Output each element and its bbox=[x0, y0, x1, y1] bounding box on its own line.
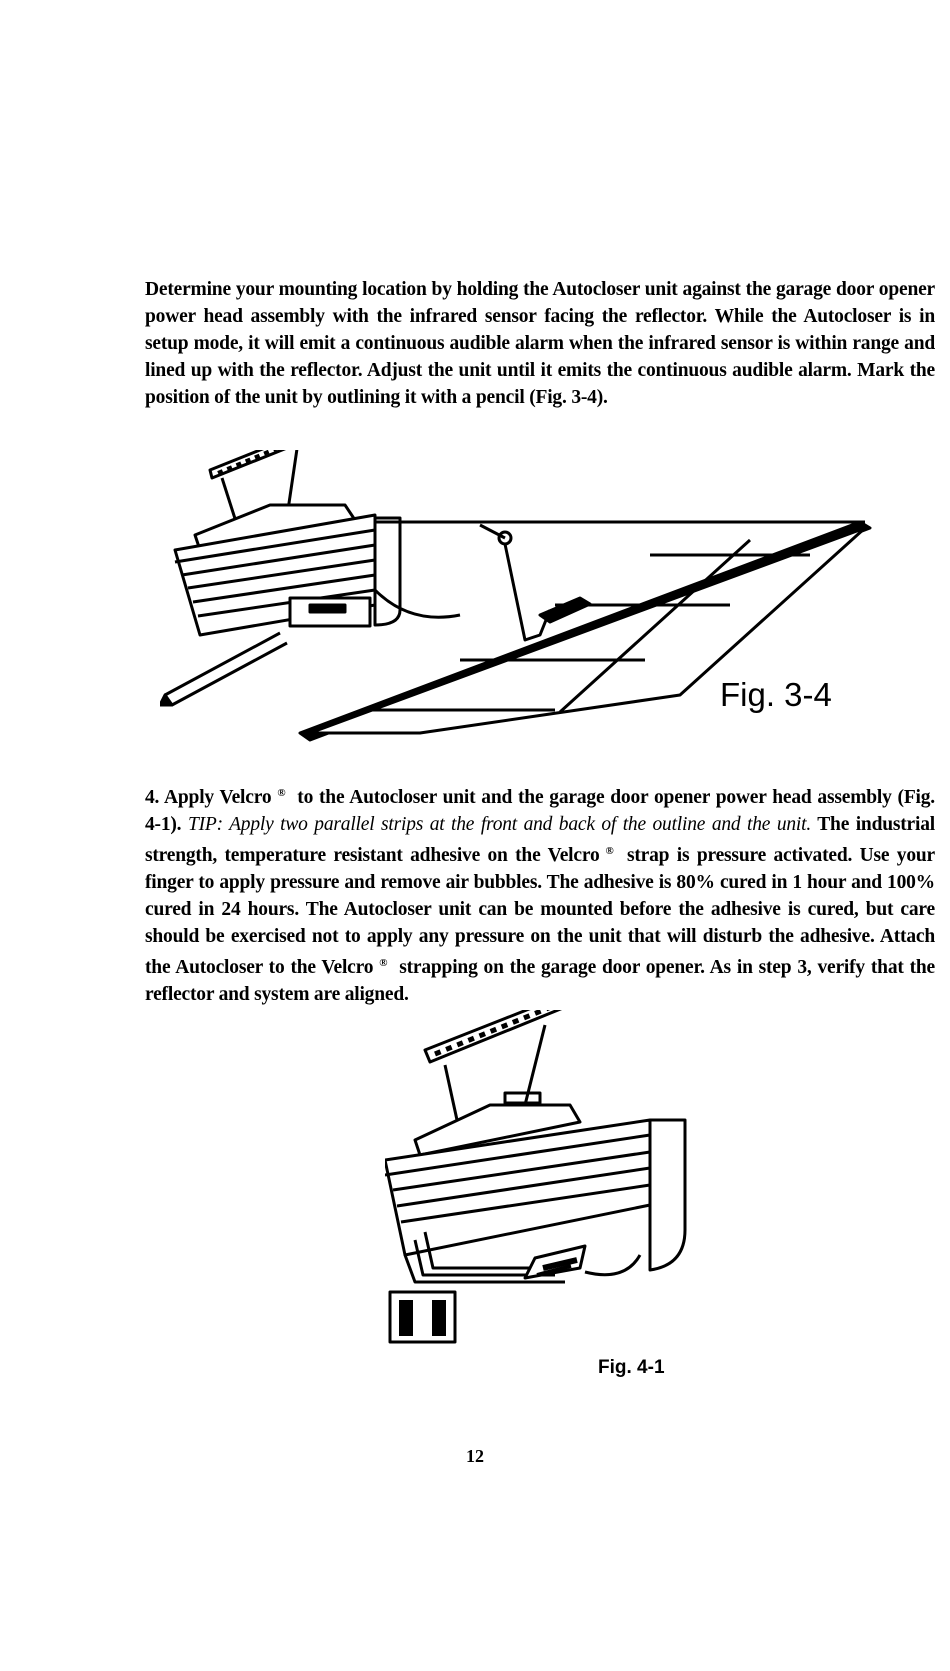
step-4-text-d: strapping on the garage door opener. As in step 3, verify that the reflector and system are aligned. bbox=[145, 957, 935, 1005]
step-4-paragraph bbox=[145, 780, 935, 1008]
step-4-tip: TIP: Apply two parallel strips at the front and back of the outline and the unit. bbox=[187, 814, 812, 835]
figure-4-1-illustration bbox=[385, 1010, 735, 1410]
page-number: 12 bbox=[466, 1446, 484, 1466]
figure-3-4-caption: Fig. 3-4 bbox=[720, 676, 832, 713]
registered-mark: ® bbox=[379, 957, 388, 969]
intro-paragraph: Determine your mounting location by holding the Autocloser unit against the garage door opener power head assembly with the infrared sensor facing the reflector. While the Autocloser is in setup mode, it will emit a continuous audible alarm when the infrared sensor is within range and lined up with the reflector. Adjust the unit until it emits the continuous audible alarm. Mark the position of the unit by outlining it with a pencil (Fig. 3-4). bbox=[145, 279, 935, 408]
step-4-text-b: The industrial strength, temperature resistant adhesive on the Velcro bbox=[145, 814, 935, 866]
figure-4-1-caption: Fig. 4-1 bbox=[598, 1357, 665, 1378]
registered-mark: ® bbox=[277, 787, 286, 799]
step-4-text-c: strap is pressure activated. Use your finger to apply pressure and remove air bubbles. The adhesive is 80% cured in 1 hour and 100% cured in 24 hours. The Autocloser unit can be mounted before the adhesive is cured, but care should be exercised not to apply any pressure on the unit that will disturb the adhesive. Attach the Autocloser to the Velcro bbox=[145, 845, 935, 978]
registered-mark: ® bbox=[605, 845, 614, 857]
step-4-lead: 4. Apply Velcro bbox=[145, 787, 272, 808]
step-4-text-a: to the Autocloser unit and the garage door opener power head assembly (Fig. 4-1). bbox=[145, 787, 935, 835]
